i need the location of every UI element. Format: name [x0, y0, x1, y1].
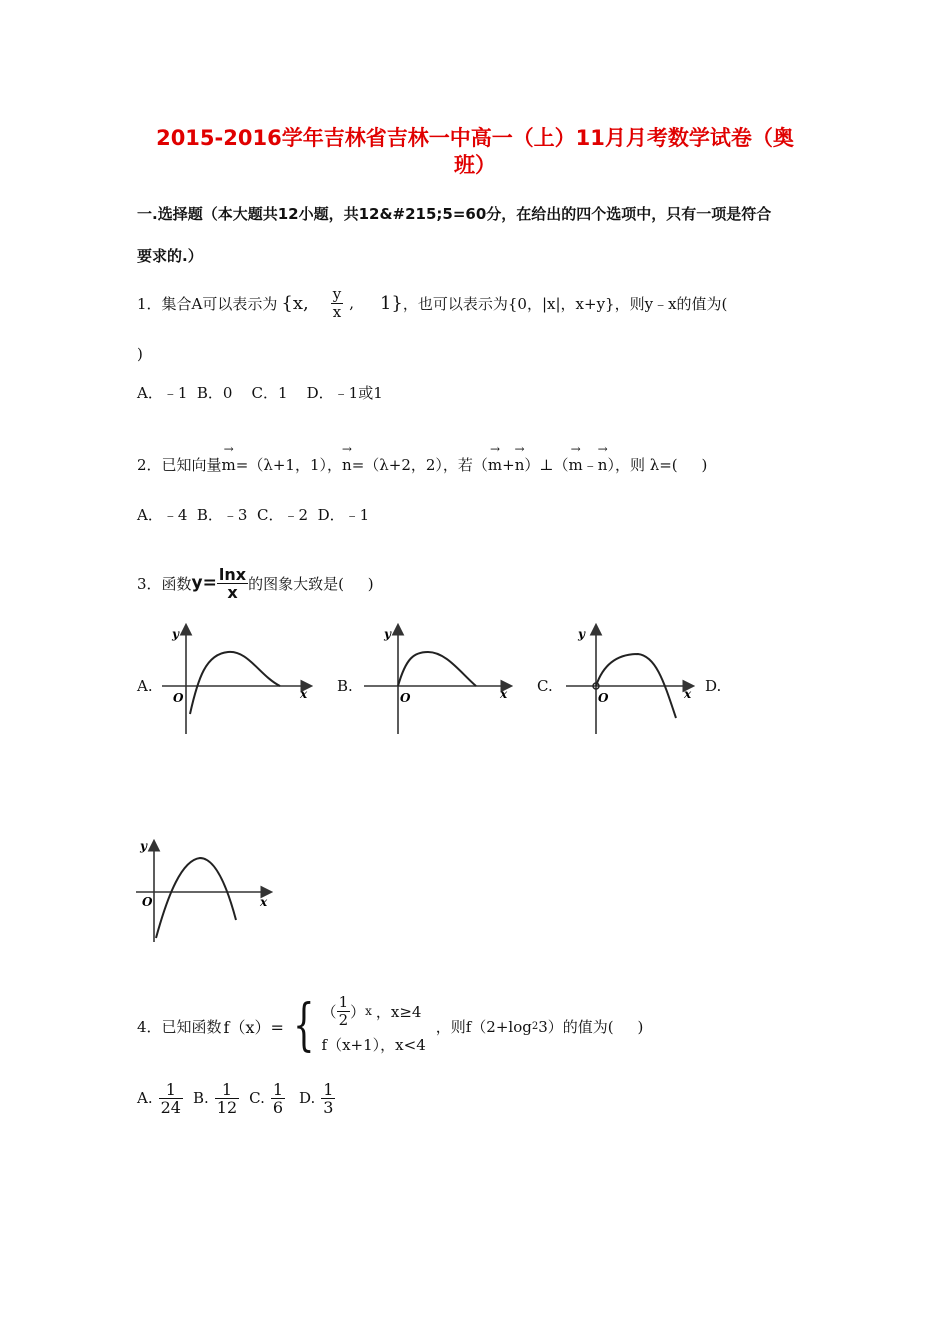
graph-d-x-label: x	[260, 895, 268, 909]
q4-case1-den: 2	[338, 1010, 349, 1029]
graph-b-x-label: x	[500, 687, 508, 701]
q4-case-2	[322, 1029, 426, 1059]
q2-prefix: 2．已知向量	[137, 456, 222, 474]
q2-perp: ）⊥（	[524, 456, 569, 474]
vector-n: → n	[342, 456, 352, 474]
graph-c-x-label: x	[684, 687, 692, 701]
q3-label-b: B.	[337, 677, 353, 695]
q4-option-c-num: 1	[272, 1079, 284, 1099]
q4-fx: f（x）=	[223, 1017, 284, 1037]
q4-option-d-num: 1	[323, 1079, 334, 1099]
section-header-line1: 一.选择题（本大题共12小题，共12&#215;5=60分，在给出的四个选项中，只有一项是符合	[137, 205, 772, 223]
graph-b-y-label: y	[384, 627, 391, 641]
q4-option-d-den: 3	[323, 1097, 334, 1117]
q1-prefix: 1．集合A可以表示为	[137, 294, 278, 313]
q3-frac-den: x	[217, 583, 248, 601]
q4-prefix: 4．已知函数	[137, 1017, 222, 1036]
q4-option-d-label: D.	[299, 1089, 316, 1107]
graph-d	[130, 834, 280, 944]
graph-d-origin: O	[142, 895, 153, 909]
q1-set-open: {x,	[281, 292, 309, 314]
q3-label-a: A.	[137, 677, 153, 695]
q4-suffix-post: 3）的值为( )	[538, 1017, 644, 1036]
graph-c-y-label: y	[578, 627, 585, 641]
graph-d-y-label: y	[140, 839, 147, 853]
graph-a	[150, 618, 320, 738]
q4-case2-text: f（x+1），x<4	[321, 1035, 426, 1054]
q2-plus: +	[502, 456, 515, 474]
question-2	[137, 454, 707, 475]
q4-case1-frac	[337, 994, 351, 1029]
q4-option-a-num: 1	[165, 1079, 176, 1099]
q2-suffix: ），则 λ=( )	[607, 456, 708, 474]
q4-case1-cond: ，x≥4	[375, 1002, 422, 1021]
q4-options	[137, 1078, 335, 1118]
q1-frac-den: x	[331, 303, 343, 321]
q3-label-d: D.	[705, 677, 722, 695]
graph-c-origin: O	[598, 691, 609, 705]
vector-m: → m	[222, 456, 236, 474]
q4-option-a-frac	[159, 1081, 183, 1116]
q3-prefix: 3．函数	[137, 574, 192, 593]
q1-options: A．﹣1 B．0 C．1 D．﹣1或1	[137, 384, 383, 402]
q1-continuation: )	[137, 345, 143, 363]
vector-m-3: → m	[569, 456, 583, 474]
question-3	[137, 562, 374, 604]
exam-title-line2: 班）	[454, 153, 496, 177]
graph-a-origin: O	[173, 691, 184, 705]
q4-option-c-frac	[271, 1081, 285, 1116]
graph-b-curve	[398, 652, 476, 686]
q4-suffix-pre: ，则f（2+log	[435, 1017, 532, 1036]
graph-a-x-label: x	[300, 687, 308, 701]
q4-option-c-label: C.	[249, 1089, 265, 1107]
q4-cases	[322, 993, 426, 1059]
q3-y-eq: y=	[191, 573, 217, 593]
graph-d-curve	[156, 858, 236, 938]
q3-frac-num: lnx	[218, 564, 247, 584]
vector-m-2: → m	[488, 456, 502, 474]
q2-n-value: =（λ+2，2），若（	[351, 456, 488, 474]
q2-options: A．﹣4 B．﹣3 C．﹣2 D．﹣1	[137, 506, 370, 524]
q4-brace: {	[293, 993, 315, 1058]
q4-option-b-frac	[215, 1081, 239, 1116]
q2-m-value: =（λ+1，1），	[235, 456, 343, 474]
q4-option-d-frac	[321, 1081, 335, 1116]
q4-case1-open: （	[321, 1002, 337, 1021]
graph-b-origin: O	[400, 691, 411, 705]
q4-option-b-den: 12	[216, 1097, 238, 1117]
graph-a-curve	[190, 652, 280, 714]
vector-n-3: → n	[598, 456, 608, 474]
section-header-line2: 要求的.）	[137, 247, 203, 265]
q4-case-1	[322, 993, 426, 1029]
q4-case1-num: 1	[338, 992, 349, 1011]
q3-fraction	[217, 566, 248, 601]
q4-option-b-num: 1	[221, 1079, 233, 1099]
q4-option-a-label: A.	[137, 1089, 153, 1107]
q4-log-base: 2	[531, 1020, 539, 1032]
q1-frac-num: y	[332, 284, 342, 303]
graph-b	[360, 618, 520, 738]
q4-case1-close: ）	[350, 1002, 366, 1021]
q2-minus: ﹣	[582, 456, 598, 474]
vector-n-2: → n	[515, 456, 525, 474]
q4-option-c-den: 6	[272, 1097, 284, 1117]
exam-title-line1: 2015-2016学年吉林省吉林一中高一（上）11月月考数学试卷（奥	[156, 126, 794, 150]
q4-option-b-label: B.	[192, 1089, 209, 1107]
graph-a-y-label: y	[172, 627, 179, 641]
q1-suffix: ，也可以表示为{0，|x|，x+y}，则y﹣x的值为(	[402, 294, 728, 313]
q1-fraction	[331, 286, 343, 321]
q3-label-c: C.	[537, 677, 553, 695]
q4-option-a-den: 24	[160, 1097, 181, 1117]
question-1: 1．集合A可以表示为 {x, $\frac{y}{x}$ , 1} ，也可以表示为{0，|x|，x+y}，则y﹣x的值为(	[137, 284, 728, 321]
q3-suffix: 的图象大致是( )	[248, 574, 374, 593]
q1-set-close: 1}	[379, 292, 403, 314]
graph-c	[560, 618, 700, 738]
question-4	[137, 990, 643, 1062]
q4-case1-exp: x	[365, 1004, 372, 1018]
